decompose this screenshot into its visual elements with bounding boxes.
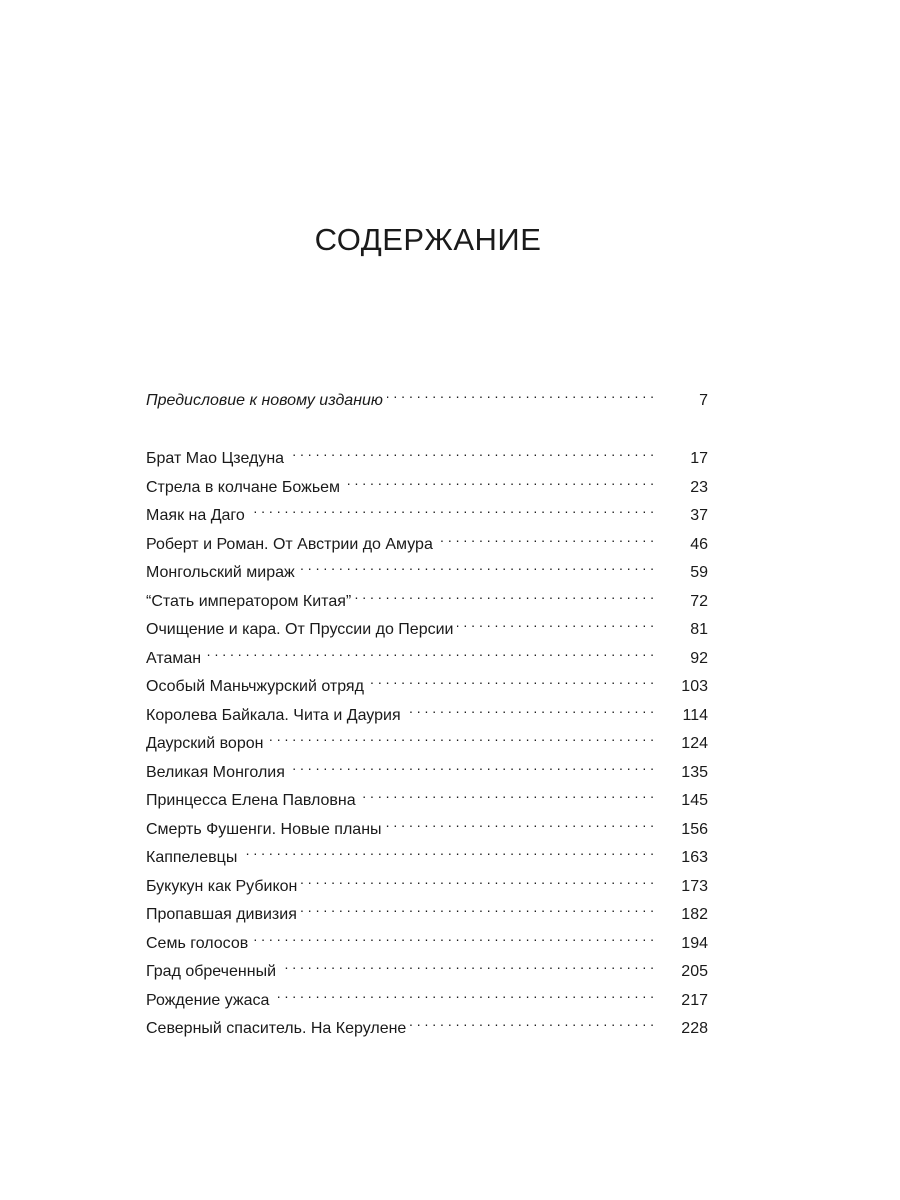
dot-leader (273, 981, 654, 1005)
toc-entry-page: 103 (681, 678, 708, 695)
toc-entry-title: “Стать императором Китая” (146, 592, 352, 610)
toc-entry[interactable] (146, 838, 708, 866)
toc-entry-page: 205 (681, 963, 708, 980)
dot-leader (280, 952, 654, 976)
toc-entry[interactable] (146, 810, 708, 838)
toc-entry[interactable] (146, 439, 708, 467)
toc-entry[interactable] (146, 582, 708, 610)
toc-entry-page: 92 (690, 649, 708, 667)
toc-entry-page: 81 (690, 621, 708, 638)
toc-entry-page: 17 (690, 450, 708, 467)
toc-entry-title: Монгольский мираж (146, 564, 295, 581)
dot-leader (368, 667, 654, 691)
page-title: СОДЕРЖАНИЕ (314, 222, 542, 257)
toc-entry[interactable] (146, 724, 708, 752)
toc-entry[interactable] (146, 496, 708, 524)
toc-entry-page: 46 (690, 535, 708, 553)
toc-entry[interactable] (146, 553, 708, 581)
dot-leader (410, 1009, 654, 1033)
dot-leader (301, 867, 654, 891)
toc-entry-title: Великая Монголия (146, 763, 285, 781)
toc-entry[interactable] (146, 981, 708, 1009)
dot-leader (360, 781, 654, 805)
dot-leader (386, 810, 654, 834)
toc-entry-preface[interactable] (146, 381, 708, 409)
toc-entry[interactable] (146, 696, 708, 724)
toc-entry[interactable] (146, 525, 708, 553)
dot-leader (301, 895, 654, 919)
toc-entry-page: 37 (690, 507, 708, 524)
toc-entry-title: Рождение ужаса (146, 991, 270, 1009)
toc-entry-title: Северный спаситель. На Керулене (146, 1020, 407, 1037)
toc-entry-title: Пропавшая дивизия (146, 906, 297, 923)
toc-entry-page: 173 (681, 877, 708, 895)
dot-leader (355, 582, 654, 606)
toc-entry-title: Королева Байкала. Чита и Даурия (146, 706, 401, 724)
dot-leader (267, 724, 654, 748)
toc-entry-title: Брат Мао Цзедуна (146, 450, 285, 467)
toc-entry-page: 217 (681, 991, 708, 1009)
toc-entry[interactable] (146, 667, 708, 695)
toc-entry-title: Даурский ворон (146, 735, 264, 752)
toc-entry-title: Атаман (146, 649, 202, 667)
toc-entry-page: 156 (681, 820, 708, 838)
toc-entry[interactable] (146, 952, 708, 980)
toc-entry-title: Маяк на Даго (146, 507, 245, 524)
toc-entry-page: 72 (690, 592, 708, 610)
toc-entry-page: 145 (681, 792, 708, 809)
toc-entry-title: Очищение и кара. От Пруссии до Персии (146, 621, 454, 638)
dot-leader (289, 753, 654, 777)
toc-entry-title: Семь голосов (146, 934, 249, 952)
toc-entry-title: Принцесса Елена Павловна (146, 792, 356, 809)
toc-entry-page: 182 (681, 906, 708, 923)
dot-leader (437, 525, 654, 549)
toc-entry-page: 124 (681, 735, 708, 752)
dot-leader (299, 553, 654, 577)
toc-entry[interactable] (146, 781, 708, 809)
toc-entry-page: 114 (682, 706, 708, 724)
dot-leader (405, 696, 654, 720)
dot-leader (205, 639, 654, 663)
toc-entry-title: Град обреченный (146, 963, 277, 980)
toc-entry[interactable] (146, 468, 708, 496)
toc-entry[interactable] (146, 895, 708, 923)
toc-entry-page: 194 (681, 934, 708, 952)
toc-entry[interactable] (146, 1009, 708, 1037)
toc-entry[interactable] (146, 867, 708, 895)
toc-entry-page: 135 (681, 763, 708, 781)
toc-entry-title: Особый Маньчжурский отряд (146, 678, 364, 695)
toc-entry-page: 163 (681, 849, 708, 866)
toc-entry[interactable] (146, 924, 708, 952)
toc-entry[interactable] (146, 639, 708, 667)
dot-leader (252, 924, 654, 948)
toc-entry-page: 59 (690, 564, 708, 581)
dot-leader (249, 496, 654, 520)
dot-leader (387, 381, 654, 405)
toc-entry-title: Букукун как Рубикон (146, 877, 298, 895)
toc-entry-page: 228 (681, 1020, 708, 1037)
toc-entry-title: Каппелевцы (146, 849, 238, 866)
toc-entry-page: 23 (690, 478, 708, 496)
toc-entry-page: 7 (699, 392, 708, 409)
toc-entry[interactable] (146, 753, 708, 781)
dot-leader (344, 468, 654, 492)
toc-entry-title: Стрела в колчане Божьем (146, 478, 341, 496)
dot-leader (288, 439, 654, 463)
toc-entry-title: Роберт и Роман. От Австрии до Амура (146, 535, 433, 553)
dot-leader (457, 610, 654, 634)
toc-entry-title: Смерть Фушенги. Новые планы (146, 820, 382, 838)
toc-entry[interactable] (146, 610, 708, 638)
dot-leader (241, 838, 654, 862)
toc-entry-title: Предисловие к новому изданию (146, 392, 383, 409)
